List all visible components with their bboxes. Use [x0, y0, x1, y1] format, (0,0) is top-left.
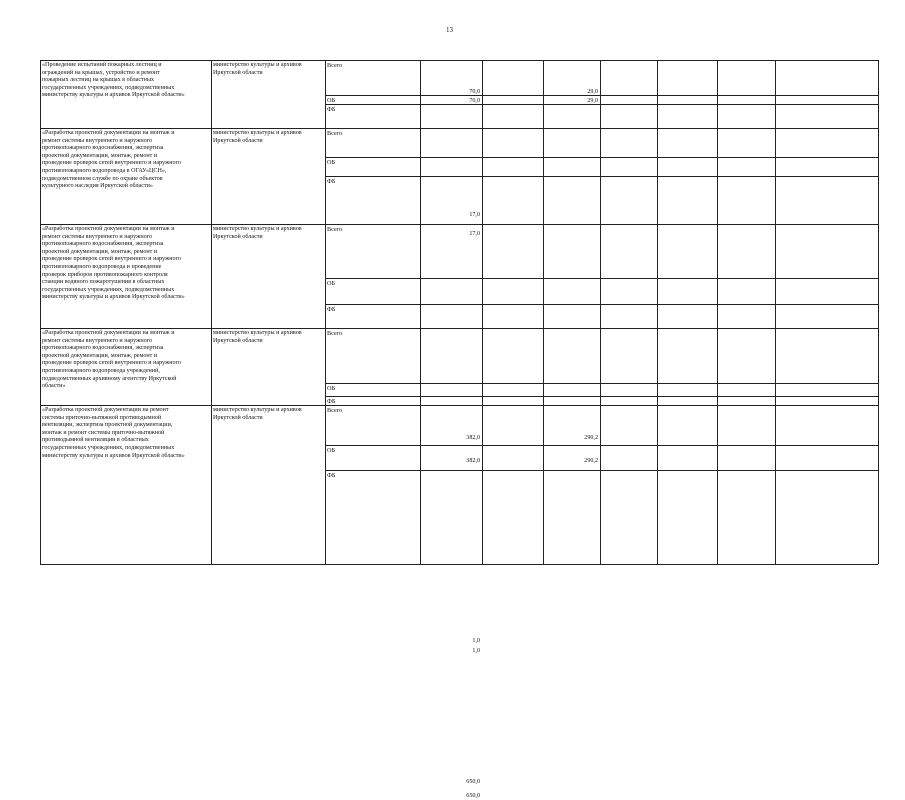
funding-value: 29,0: [587, 89, 598, 95]
row-separator: [40, 224, 878, 225]
funding-source-label: ФБ: [327, 106, 336, 113]
row-separator: [40, 128, 878, 129]
activity-name: «Разработка проектной документации на монтаж и ремонт системы внутреннего и наружного противопожарного водоснабжения, экспертиза проектной документации, монтаж, ремонт и проведение проверок сетей внутреннего и наружного противопожарного водопровода учреждений, подведомственных архивному агентству Иркутской области»: [42, 330, 181, 390]
funding-source-label: ОБ: [327, 159, 336, 166]
funding-value: 382,0: [466, 458, 480, 464]
subrow-separator: [325, 176, 878, 177]
funding-value: 1,0: [472, 638, 480, 644]
executor-name: министерство культуры и архивов Иркутской области: [213, 226, 302, 240]
activity-name: «Проведение испытаний пожарных лестниц и ограждений на крышах, устройство и ремонт пожарных лестниц на крышах в областных государственных учреждениях, подведомственных министерству культуры и архивов Иркутской области»: [42, 62, 185, 99]
subrow-separator: [325, 278, 878, 279]
column-rule: [775, 60, 776, 564]
subrow-separator: [325, 304, 878, 305]
executor-name: министерство культуры и архивов Иркутской области: [213, 130, 302, 144]
subrow-separator: [325, 445, 878, 446]
funding-source-label: Всего: [327, 130, 343, 137]
column-rule: [600, 60, 601, 564]
funding-source-label: ФБ: [327, 472, 336, 479]
subrow-separator: [325, 396, 878, 397]
column-rule: [543, 60, 544, 564]
funding-value: 1,0: [472, 648, 480, 654]
funding-value: 290,2: [584, 458, 598, 464]
row-separator: [40, 328, 878, 329]
funding-value: 382,0: [466, 435, 480, 441]
subrow-separator: [325, 383, 878, 384]
column-rule: [325, 60, 326, 564]
table-bottom-rule: [40, 564, 878, 565]
funding-value: 650,0: [466, 779, 480, 785]
funding-source-label: Всего: [327, 62, 343, 69]
executor-name: министерство культуры и архивов Иркутской области: [213, 62, 302, 76]
budget-table: [40, 60, 878, 799]
executor-name: министерство культуры и архивов Иркутской области: [213, 330, 302, 344]
funding-source-label: ОБ: [327, 97, 336, 104]
column-rule: [211, 60, 212, 564]
funding-value: 290,2: [584, 435, 598, 441]
row-separator: [40, 405, 878, 406]
funding-source-label: ФБ: [327, 306, 336, 313]
funding-source-label: Всего: [327, 330, 343, 337]
column-rule: [482, 60, 483, 564]
page-number: 13: [446, 26, 453, 34]
column-rule: [717, 60, 718, 564]
activity-name: «Разработка проектной документации на монтаж и ремонт системы внутреннего и наружного противопожарного водоснабжения, экспертиза проектной документации, монтаж, ремонт и проведение проверок сетей внутреннего и наружного противопожарного водопровода и проведение проверок приборов противопожарного контроля станции водяного пожаротушения в областных государственных учреждениях, подведомственных министерству культуры и архивов Иркутской области»: [42, 226, 185, 301]
funding-source-label: Всего: [327, 226, 343, 233]
funding-value: 650,0: [466, 793, 480, 799]
funding-value: 70,0: [469, 89, 480, 95]
column-rule: [40, 60, 41, 564]
subrow-separator: [325, 95, 878, 96]
activity-name: «Разработка проектной документации на ремонт системы приточно-вытяжной противодымной вентиляции, экспертиза проектной документации, монтаж и ремонт системы приточно-вытяжной противодымной вентиляции в областных государственных учреждениях, подведомственных министерству культуры и архивов Иркутской области»: [42, 407, 185, 459]
activity-name: «Разработка проектной документации на монтаж и ремонт системы внутреннего и наружного противопожарного водоснабжения, экспертиза проектной документации, монтаж, ремонт и проведение проверок сетей внутреннего и наружного противопожарного водопровода в ОГАУ«ЦСН», подведомственном службе по охране объектов культурного наследия Иркутской области»: [42, 130, 181, 190]
funding-source-label: ОБ: [327, 447, 336, 454]
subrow-separator: [325, 104, 878, 105]
table-top-rule: [40, 60, 878, 61]
funding-value: 17,0: [469, 212, 480, 218]
subrow-separator: [325, 470, 878, 471]
funding-value: 29,0: [587, 98, 598, 104]
funding-source-label: ОБ: [327, 385, 336, 392]
funding-source-label: ОБ: [327, 280, 336, 287]
subrow-separator: [325, 157, 878, 158]
funding-source-label: ФБ: [327, 178, 336, 185]
column-rule: [420, 60, 421, 564]
funding-source-label: ФБ: [327, 398, 336, 405]
column-rule: [878, 60, 879, 564]
executor-name: министерство культуры и архивов Иркутской области: [213, 407, 302, 421]
funding-source-label: Всего: [327, 407, 343, 414]
column-rule: [657, 60, 658, 564]
funding-value: 70,0: [469, 98, 480, 104]
funding-value: 17,0: [469, 231, 480, 237]
